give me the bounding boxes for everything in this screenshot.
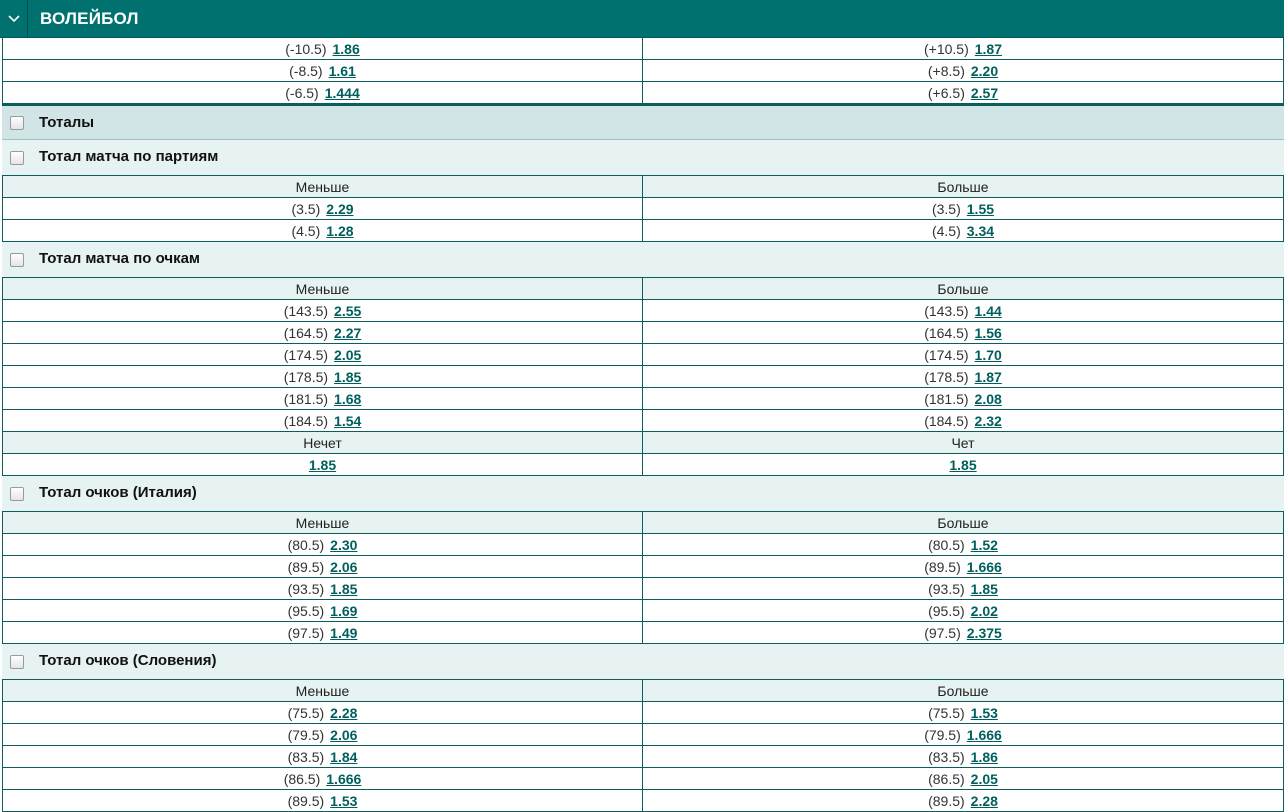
table-row — [2, 600, 1284, 622]
column-header-row — [2, 278, 1284, 300]
total-param: (79.5) — [924, 726, 961, 743]
table-row — [2, 344, 1284, 366]
market-header-sets — [2, 140, 1284, 176]
total-param: (75.5) — [287, 704, 325, 721]
total-param: (79.5) — [287, 726, 325, 743]
odd-link[interactable]: 2.20 — [970, 62, 999, 79]
table-row — [2, 410, 1284, 432]
total-param: (86.5) — [283, 770, 321, 787]
market-checkbox[interactable] — [10, 655, 24, 669]
chevron-down-icon — [8, 15, 20, 23]
odd-header: Нечет — [2, 432, 643, 453]
total-param: (164.5) — [283, 324, 329, 341]
handicap-param: (-10.5) — [285, 40, 327, 57]
odd-link[interactable]: 1.55 — [966, 200, 995, 217]
column-header-row — [2, 680, 1284, 702]
odd-link[interactable]: 2.28 — [330, 704, 358, 721]
total-param: (174.5) — [283, 346, 329, 363]
odd-link[interactable]: 1.85 — [334, 368, 362, 385]
total-param: (143.5) — [924, 302, 969, 319]
over-header: Больше — [643, 512, 1284, 533]
odd-link[interactable]: 1.666 — [966, 726, 1002, 743]
market-checkbox[interactable] — [10, 253, 24, 267]
column-header-row — [2, 512, 1284, 534]
over-header: Больше — [643, 680, 1284, 701]
odd-link[interactable]: 1.87 — [974, 368, 1002, 385]
market-checkbox[interactable] — [10, 151, 24, 165]
odd-link[interactable]: 1.85 — [308, 456, 337, 473]
market-title: Тотал очков (Италия) — [39, 484, 197, 501]
table-row — [2, 82, 1284, 104]
over-header: Больше — [643, 278, 1284, 299]
sport-title: ВОЛЕЙБОЛ — [40, 8, 139, 28]
odd-link[interactable]: 1.61 — [328, 62, 356, 79]
total-param: (178.5) — [283, 368, 329, 385]
table-row — [2, 556, 1284, 578]
odd-link[interactable]: 2.27 — [334, 324, 362, 341]
handicap-param: (-6.5) — [285, 84, 319, 101]
market-checkbox[interactable] — [10, 487, 24, 501]
odd-link[interactable]: 2.55 — [334, 302, 362, 319]
odd-link[interactable]: 1.53 — [970, 704, 998, 721]
under-header: Меньше — [2, 278, 643, 299]
total-param: (178.5) — [924, 368, 969, 385]
table-row — [2, 366, 1284, 388]
table-row — [2, 702, 1284, 724]
table-row — [2, 578, 1284, 600]
handicap-param: (-8.5) — [289, 62, 323, 79]
sport-header — [0, 0, 1284, 38]
total-param: (89.5) — [287, 558, 325, 575]
markets-table — [2, 38, 1284, 812]
total-param: (75.5) — [928, 704, 965, 721]
odd-link[interactable]: 1.86 — [332, 40, 360, 57]
collapse-toggle[interactable] — [0, 0, 28, 37]
column-header-row — [2, 176, 1284, 198]
table-row — [2, 60, 1284, 82]
totals-group-header — [2, 104, 1284, 140]
odd-link[interactable]: 1.56 — [974, 324, 1002, 341]
total-param: (95.5) — [928, 602, 965, 619]
table-row — [2, 746, 1284, 768]
odd-link[interactable]: 2.06 — [330, 726, 358, 743]
market-title: Тотал матча по партиям — [39, 148, 219, 165]
market-header-slovenia — [2, 644, 1284, 680]
group-title: Тоталы — [39, 114, 95, 131]
total-param: (4.5) — [931, 222, 961, 239]
handicap-param: (+6.5) — [927, 84, 965, 101]
table-row — [2, 198, 1284, 220]
odd-link[interactable]: 2.02 — [970, 602, 998, 619]
total-param: (174.5) — [924, 346, 969, 363]
odd-link[interactable]: 2.05 — [334, 346, 362, 363]
total-param: (184.5) — [283, 412, 329, 429]
total-param: (3.5) — [931, 200, 961, 217]
odd-link[interactable]: 2.29 — [326, 200, 354, 217]
column-header-row — [2, 432, 1284, 454]
market-title: Тотал матча по очкам — [39, 250, 201, 267]
total-param: (97.5) — [287, 624, 325, 641]
under-header: Меньше — [2, 512, 643, 533]
handicap-param: (+8.5) — [927, 62, 965, 79]
table-row — [2, 534, 1284, 556]
odd-link[interactable]: 1.85 — [970, 580, 998, 597]
market-header-points — [2, 242, 1284, 278]
total-param: (83.5) — [287, 748, 325, 765]
total-param: (181.5) — [283, 390, 329, 407]
odd-link[interactable]: 1.52 — [970, 536, 998, 553]
total-param: (184.5) — [924, 412, 969, 429]
odd-link[interactable]: 2.57 — [970, 84, 999, 101]
total-param: (97.5) — [924, 624, 961, 641]
total-param: (89.5) — [924, 558, 961, 575]
total-param: (95.5) — [287, 602, 325, 619]
total-param: (143.5) — [283, 302, 329, 319]
odd-link[interactable]: 2.06 — [330, 558, 358, 575]
market-title: Тотал очков (Словения) — [39, 652, 217, 669]
even-header: Чет — [643, 432, 1284, 453]
table-row — [2, 622, 1284, 644]
odd-link[interactable]: 1.85 — [949, 456, 977, 473]
odd-link[interactable]: 2.05 — [970, 770, 998, 787]
odd-link[interactable]: 2.375 — [966, 624, 1002, 641]
total-param: (3.5) — [291, 200, 321, 217]
table-row — [2, 300, 1284, 322]
total-param: (181.5) — [924, 390, 969, 407]
total-param: (89.5) — [287, 792, 325, 809]
odd-link[interactable]: 3.34 — [966, 222, 995, 239]
total-param: (89.5) — [928, 792, 965, 809]
odd-link[interactable]: 1.69 — [330, 602, 358, 619]
odd-link[interactable]: 1.53 — [330, 792, 358, 809]
odd-link[interactable]: 2.30 — [330, 536, 358, 553]
total-param: (86.5) — [928, 770, 965, 787]
total-param: (164.5) — [924, 324, 969, 341]
odd-link[interactable]: 1.666 — [326, 770, 362, 787]
odd-link[interactable]: 1.84 — [330, 748, 358, 765]
odd-link[interactable]: 1.28 — [326, 222, 354, 239]
under-header: Меньше — [2, 176, 643, 197]
total-param: (80.5) — [287, 536, 325, 553]
market-header-italy — [2, 476, 1284, 512]
table-row — [2, 454, 1284, 476]
under-header: Меньше — [2, 680, 643, 701]
odd-link[interactable]: 1.44 — [974, 302, 1002, 319]
table-row — [2, 768, 1284, 790]
table-row — [2, 38, 1284, 60]
table-row — [2, 724, 1284, 746]
total-param: (4.5) — [291, 222, 321, 239]
total-param: (93.5) — [928, 580, 965, 597]
table-row — [2, 322, 1284, 344]
odd-link[interactable]: 2.32 — [974, 412, 1002, 429]
odd-link[interactable]: 1.444 — [324, 84, 360, 101]
table-row — [2, 220, 1284, 242]
odd-link[interactable]: 2.28 — [970, 792, 998, 809]
odd-link[interactable]: 1.70 — [974, 346, 1002, 363]
total-param: (93.5) — [287, 580, 325, 597]
odd-link[interactable]: 1.666 — [966, 558, 1002, 575]
table-row — [2, 388, 1284, 410]
totals-checkbox[interactable] — [10, 116, 24, 130]
table-row — [2, 790, 1284, 812]
odd-link[interactable]: 1.54 — [334, 412, 362, 429]
odd-link[interactable]: 1.86 — [970, 748, 998, 765]
handicap-param: (+10.5) — [924, 40, 969, 57]
odd-link[interactable]: 1.85 — [330, 580, 358, 597]
total-param: (80.5) — [928, 536, 965, 553]
odd-link[interactable]: 2.08 — [974, 390, 1002, 407]
odd-link[interactable]: 1.87 — [974, 40, 1002, 57]
odd-link[interactable]: 1.49 — [330, 624, 358, 641]
total-param: (83.5) — [928, 748, 965, 765]
odd-link[interactable]: 1.68 — [334, 390, 362, 407]
over-header: Больше — [643, 176, 1284, 197]
